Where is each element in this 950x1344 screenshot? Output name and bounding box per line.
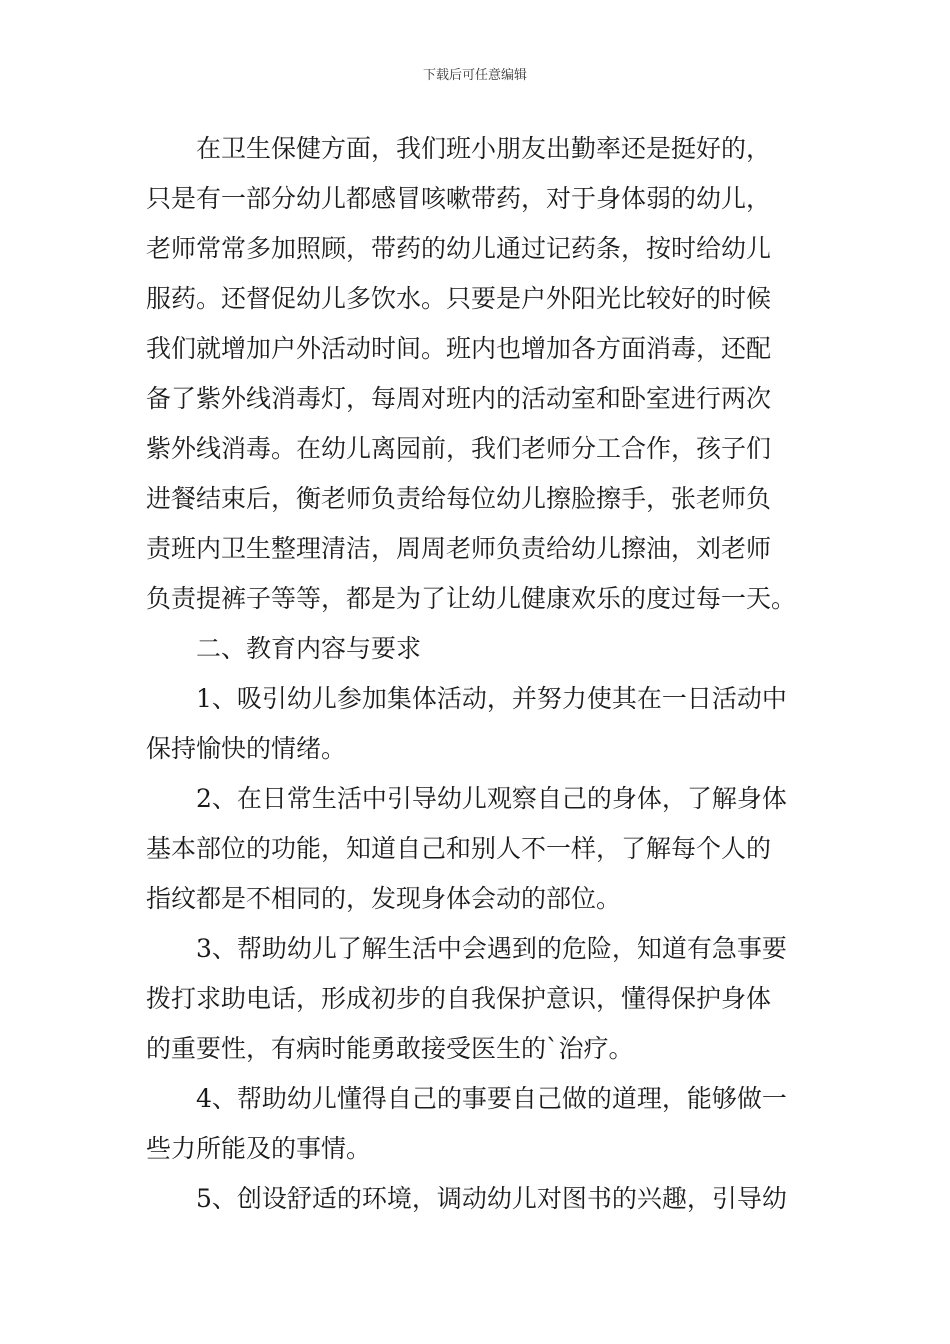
text-line: 的重要性，有病时能勇敢接受医生的`治疗。 [146, 1034, 634, 1063]
page-header: 下载后可任意编辑 [422, 68, 527, 83]
text-line: 基本部位的功能，知道自己和别人不一样，了解每个人的 [146, 834, 772, 863]
text-line: 备了紫外线消毒灯，每周对班内的活动室和卧室进行两次 [146, 384, 772, 413]
text-line: 二、教育内容与要求 [196, 634, 422, 663]
text-line: 只是有一部分幼儿都感冒咳嗽带药，对于身体弱的幼儿， [146, 184, 772, 213]
text-line: 3、帮助幼儿了解生活中会遇到的危险，知道有急事要 [196, 934, 787, 963]
text-line: 服药。还督促幼儿多饮水。只要是户外阳光比较好的时候 [146, 284, 772, 313]
text-line: 4、帮助幼儿懂得自己的事要自己做的道理，能够做一 [196, 1084, 787, 1113]
text-line: 老师常常多加照顾，带药的幼儿通过记药条，按时给幼儿 [146, 234, 772, 263]
text-line: 些力所能及的事情。 [146, 1134, 372, 1163]
text-line: 指纹都是不相同的，发现身体会动的部位。 [146, 884, 622, 913]
text-line: 在卫生保健方面，我们班小朋友出勤率还是挺好的， [196, 134, 772, 163]
text-line: 2、在日常生活中引导幼儿观察自己的身体，了解身体 [196, 784, 787, 813]
text-line: 紫外线消毒。在幼儿离园前，我们老师分工合作，孩子们 [146, 434, 772, 463]
text-line: 负责提裤子等等，都是为了让幼儿健康欢乐的度过每一天。 [146, 584, 797, 613]
text-line: 拨打求助电话，形成初步的自我保护意识，懂得保护身体 [146, 984, 772, 1013]
text-line: 1、吸引幼儿参加集体活动，并努力使其在一日活动中 [196, 684, 787, 713]
text-line: 责班内卫生整理清洁，周周老师负责给幼儿擦油，刘老师 [146, 534, 772, 563]
text-line: 我们就增加户外活动时间。班内也增加各方面消毒，还配 [146, 334, 772, 363]
document-body [146, 124, 810, 1224]
text-line: 5、创设舒适的环境，调动幼儿对图书的兴趣，引导幼 [196, 1184, 787, 1213]
text-line: 进餐结束后，衡老师负责给每位幼儿擦脸擦手，张老师负 [146, 484, 772, 513]
text-line: 保持愉快的情绪。 [146, 734, 347, 763]
